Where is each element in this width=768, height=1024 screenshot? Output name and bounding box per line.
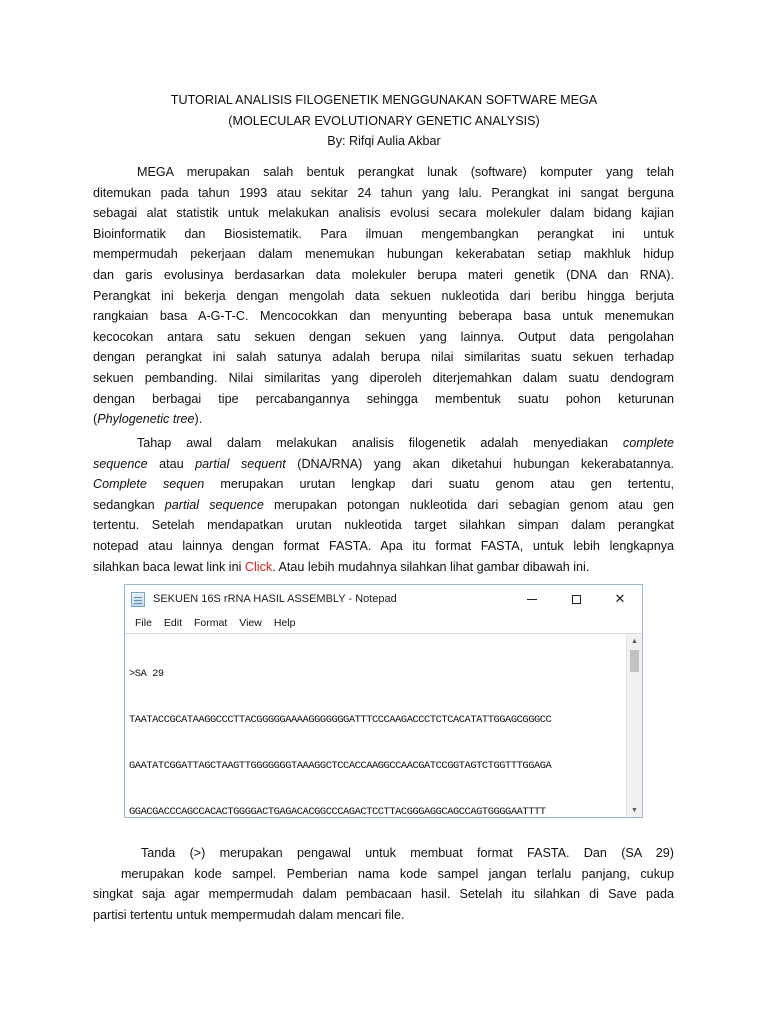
text-line: ditemukan pada tahun 1993 atau sekitar 24 tahun yang lalu. Perangkat ini sangat berguna — [93, 185, 674, 200]
menu-view[interactable]: View — [239, 617, 262, 629]
close-icon: ✕ — [614, 591, 626, 606]
text-fragment: Tahap awal dalam melakukan analisis filogenetik adalah menyediakan — [137, 436, 623, 450]
sequence-line: GAATATCGGATTAGCTAAGTTGGGGGGGTAAAGGCTCCACCAAGGCCAACGATCCGGTAGTCTGGTTTGGAGA — [129, 760, 552, 773]
paragraph-fasta-explanation — [93, 843, 674, 925]
vertical-scrollbar[interactable] — [626, 634, 642, 817]
text-line: merupakan kode sampel. Pemberian nama kode sampel jangan terlalu panjang, cukup — [121, 866, 674, 881]
italic-term: partial sequent — [195, 456, 286, 471]
notepad-app-icon — [131, 592, 145, 607]
sequence-line: GGACGACCCAGCCACACTGGGGACTGAGACACGGCCCAGACTCCTTACGGGAGGCAGCCAGTGGGGAATTTT — [129, 806, 546, 817]
window-controls — [510, 585, 642, 613]
scroll-up-arrow-icon[interactable]: ▲ — [631, 637, 638, 645]
text-line: mempermudah pekerjaan dalam menemukan hubungan kekerabatan setiap makhluk hidup — [93, 247, 674, 262]
text-line: sekuen pembanding. Nilai similaritas yang diperoleh diterjemahkan dalam suatu dendogram — [93, 370, 674, 385]
text-line: dengan perangkat ini salah satunya adalah berupa nilai similaritas suatu sekuen terhadap — [93, 350, 674, 365]
notepad-text-area[interactable] — [125, 633, 642, 817]
text-fragment: . Atau lebih mudahnya silahkan lihat gambar dibawah ini. — [272, 559, 590, 574]
menu-format[interactable]: Format — [194, 617, 228, 629]
text-fragment: (DNA/RNA) yang akan diketahui hubungan kekerabatannya. — [285, 456, 674, 471]
text-line: partisi tertentu untuk mempermudah dalam mencari file. — [93, 907, 405, 922]
title-line-1: TUTORIAL ANALISIS FILOGENETIK MENGGUNAKAN SOFTWARE MEGA — [170, 93, 598, 107]
text-fragment: ). — [194, 412, 203, 427]
text-line: singkat saja agar mempermudah dalam pembacaan hasil. Setelah itu silahkan di Save pada — [93, 887, 674, 902]
text-line — [93, 474, 674, 495]
text-line — [93, 454, 674, 475]
italic-term: partial sequence — [164, 497, 264, 512]
paragraph-sequence — [93, 433, 674, 577]
text-fragment: ( — [93, 412, 98, 427]
text-fragment: silahkan baca lewat link ini — [93, 559, 245, 574]
scrollbar-thumb[interactable] — [630, 650, 639, 672]
italic-term: Phylogenetic tree — [97, 412, 195, 427]
text-line: Bioinformatik dan Biosistematik. Para ilmuan mengembangkan perangkat ini untuk — [93, 226, 674, 241]
italic-term: Complete sequen — [93, 477, 205, 492]
text-line: dan garis evolusinya berdasarkan data molekuler berupa materi genetik (DNA dan RNA). — [93, 267, 674, 282]
fasta-header-line: >SA 29 — [129, 667, 164, 680]
minimize-icon — [527, 599, 537, 600]
text-line: Tanda (>) merupakan pengawal untuk membuat format FASTA. Dan (SA 29) — [141, 846, 674, 860]
text-line — [93, 557, 674, 578]
menu-file[interactable]: File — [135, 617, 152, 629]
notepad-titlebar — [125, 585, 642, 613]
author-line: By: Rifqi Aulia Akbar — [327, 134, 441, 148]
text-line: rangkaian basa A-G-T-C. Mencocokkan dan menyunting beberapa basa untuk menemukan — [93, 309, 674, 324]
maximize-button[interactable] — [554, 585, 598, 613]
document-title — [0, 90, 768, 152]
text-line: kecocokan antara satu sekuen dengan sekuen yang lainnya. Output data pengolahan — [93, 329, 674, 344]
paragraph-intro — [93, 162, 674, 430]
text-line: tertentu. Setelah mendapatkan urutan nukleotida target silahkan simpan dalam perangkat — [93, 518, 674, 533]
click-link[interactable]: Click — [244, 559, 273, 574]
text-fragment: merupakan potongan nukleotida dari sebagian genom atau gen — [263, 497, 675, 512]
text-line: sebagai alat statistik untuk melakukan analisis evolusi secara molekuler dalam bidang kajian — [93, 206, 674, 221]
text-line: Perangkat ini bekerja dengan mengolah data sekuen nukleotida dari beribu hingga berjuta — [93, 288, 674, 303]
notepad-window — [124, 584, 643, 818]
text-fragment: sedangkan — [93, 497, 165, 512]
close-button[interactable] — [598, 585, 642, 613]
text-fragment: merupakan urutan lengkap dari suatu genom atau gen tertentu, — [204, 477, 674, 492]
maximize-icon — [572, 595, 581, 604]
title-line-2: (MOLECULAR EVOLUTIONARY GENETIC ANALYSIS) — [228, 113, 540, 128]
sequence-line: TAATACCGCATAAGGCCCTTACGGGGGAAAAGGGGGGGATTTCCCAAGACCCTCTCACATATTGGAGCGGGCC — [129, 714, 552, 727]
menu-help[interactable]: Help — [273, 617, 296, 629]
minimize-button[interactable] — [510, 585, 554, 613]
text-line: MEGA merupakan salah bentuk perangkat lunak (software) komputer yang telah — [137, 165, 674, 179]
scroll-down-arrow-icon[interactable]: ▼ — [631, 806, 638, 814]
text-line — [93, 495, 674, 516]
text-line: notepad atau lainnya dengan format FASTA. Apa itu format FASTA, untuk lebih lengkapnya — [93, 538, 674, 553]
menu-edit[interactable]: Edit — [163, 617, 183, 629]
text-fragment: atau — [147, 456, 196, 471]
fasta-text[interactable] — [129, 636, 624, 817]
notepad-title: SEKUEN 16S rRNA HASIL ASSEMBLY - Notepad — [153, 593, 397, 605]
italic-term: sequence — [93, 456, 148, 471]
notepad-menubar — [125, 613, 642, 633]
text-line: dengan berbagai tipe percabangannya sehingga membentuk suatu pohon keturunan — [93, 391, 674, 406]
italic-term: complete — [622, 436, 674, 450]
text-line — [93, 433, 674, 454]
text-line — [93, 409, 674, 430]
